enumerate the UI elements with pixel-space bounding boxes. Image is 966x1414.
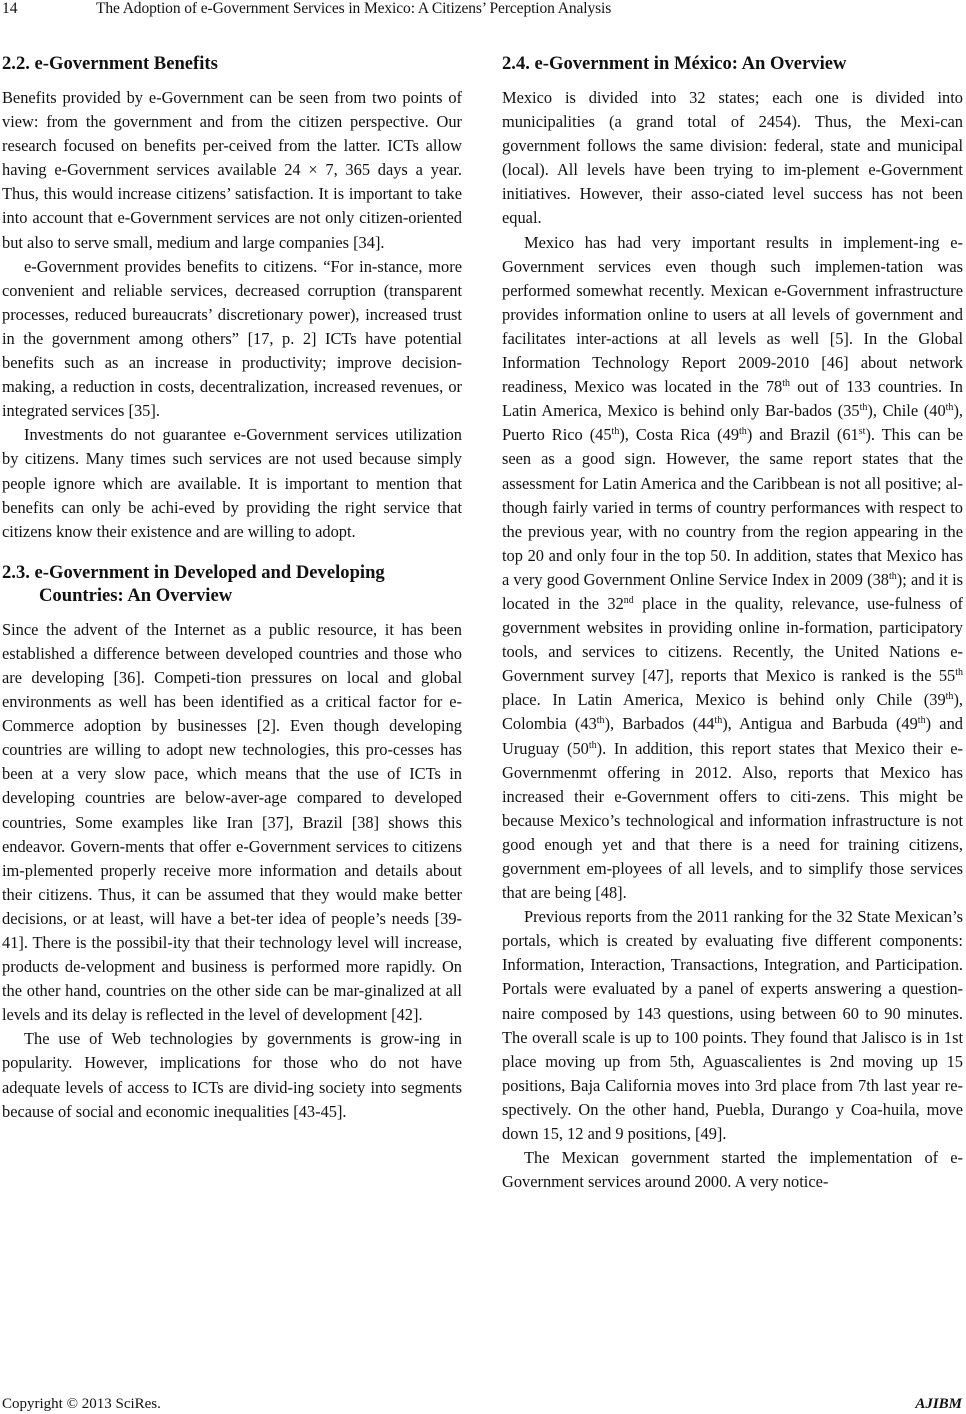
- paragraph: Previous reports from the 2011 ranking for the 32 State Mexican’s portals, which is created by evaluating five different components: Information, Interaction, Transactions, Integration, and Participation. Portals were evaluated by a panel of experts answering a question-naire composed by 143 questions, using between 60 to 90 minutes. The overall scale is up to 100 points. They found that Jalisco is in 1st place moving up from 5th, Aguascalientes is 2nd moving up 15 positions, Baja California moves into 3rd place from 7th last year re-spectively. On the other hand, Puebla, Durango y Coa-huila, move down 15, 12 and 9 positions, [49].: [502, 907, 963, 1144]
- section-heading-2-2: 2.2. e-Government Benefits: [2, 53, 218, 74]
- copyright-notice: Copyright © 2013 SciRes.: [2, 1396, 161, 1412]
- journal-abbreviation: AJIBM: [915, 1396, 962, 1412]
- page-number: 14: [2, 0, 18, 17]
- paragraph: The Mexican government started the implementation of e-Government services around 2000. A very notice-: [502, 1148, 963, 1192]
- running-title: The Adoption of e-Government Services in Mexico: A Citizens’ Perception Analysis: [96, 0, 612, 17]
- paragraph: Mexico is divided into 32 states; each one is divided into municipalities (a grand total of 2454). Thus, the Mexi-can government follows the same division: federal, state and municipal (local). All levels have been trying to im-plement e-Government initiatives. However, their asso-ciated level success has not been equal.: [502, 88, 963, 228]
- section-number: 2.3.: [2, 561, 30, 583]
- right-column: [502, 52, 963, 1194]
- paragraph: Benefits provided by e-Government can be seen from two points of view: from the government and from the citizen perspective. Our research focused on benefits per-ceived from the latter. ICTs allow having e-Government services available 24 × 7, 365 days a year. Thus, this would increase citizens’ satisfaction. It is important to take into account that e-Government services are not only citizen-oriented but also to serve small, medium and large companies [34].: [2, 88, 462, 252]
- running-header: [0, 0, 966, 22]
- paragraph: The use of Web technologies by governments is grow-ing in popularity. However, implications for those who do not have adequate levels of access to ICTs are divid-ing society into segments because of social and economic inequalities [43-45].: [2, 1029, 462, 1121]
- section-heading-2-4: 2.4. e-Government in México: An Overview: [502, 53, 847, 74]
- paragraph: Investments do not guarantee e-Government services utilization by citizens. Many times such services are not used because simply people ignore which are available. It is important to mention that benefits can only be achi-eved by providing the right service that citizens know their existence and are willing to adopt.: [2, 425, 462, 541]
- left-column: [2, 52, 462, 1124]
- paragraph: e-Government provides benefits to citizens. “For in-stance, more convenient and reliable services, decreased corruption (transparent processes, reduced bureaucrats’ discretionary power), increased trust in the government among others” [17, p. 2] ICTs have potential benefits such as an increase in productivity; improve decision-making, a reduction in costs, decentralization, increased revenues, or integrated services [35].: [2, 256, 462, 421]
- section-heading-2-3: [2, 561, 462, 608]
- section-title: e-Government in Developed and Developing Countries: An Overview: [34, 561, 385, 607]
- paragraph: Since the advent of the Internet as a public resource, it has been established a difference between developed countries and those who are developing [36]. Competi-tion pressures on local and global environments as well has been identified as a critical factor for e-Commerce adoption by businesses [2]. Even though developing countries are willing to adopt new technologies, this pro-cesses has been at a very slow pace, which means that the use of ICTs in developing countries are below-aver-age compared to developed countries, Some examples like Iran [37], Brazil [38] shows this endeavor. Govern-ments that offer e-Government services to citizens im-plemented properly receive more information and details about their citizens. Thus, it can be assumed that they would make better decisions, or at least, will have a bet-ter idea of people’s needs [39-41]. There is the possibil-ity that their technology level will increase, products de-velopment and business is performed more rapidly. On the other hand, countries on the other side can be mar-ginalized at all levels and its delay is reflected in the level of development [42].: [2, 619, 462, 1025]
- paragraph-rankings: Mexico has had very important results in implement-ing e-Government services even though such implemen-tation was performed somewhat recently. Mexican e-Government infrastructure provides information online to users at all levels of government and facilitates inter-actions at all levels as well [5]. In the Global Information Technology Report 2009-2010 [46] about network readiness, Mexico was located in the 78th out of 133 countries. In Latin America, Mexico is behind only Bar-bados (35th), Chile (40th), Puerto Rico (45th), Costa Rica (49th) and Brazil (61st). This can be seen as a good sign. However, the same report states that the assessment for Latin America and the Caribbean is not all positive; al-though fairly varied in terms of country performances with respect to the previous year, with no country from the region appearing in the top 20 and only four in the top 50. In addition, states that Mexico has a very good Government Online Service Index in 2009 (38th); and it is located in the 32nd place in the quality, relevance, use-fulness of government websites in providing online in-formation, participatory tools, and services to citizens. Recently, the United Nations e-Government survey [47], reports that Mexico is ranked is the 55th place. In Latin America, Mexico is behind only Chile (39th), Colombia (43th), Barbados (44th), Antigua and Barbuda (49th) and Uruguay (50th). In addition, this report states that Mexico their e-Governmenmt offering in 2012. Also, reports that Mexico has increased their e-Government offers to citi-zens. This might be because Mexico’s technological and information infrastructure is not good enough yet and that there is a need for training citizens, government em-ployees of all levels, and to simplify those services that are being [48].: [502, 232, 964, 903]
